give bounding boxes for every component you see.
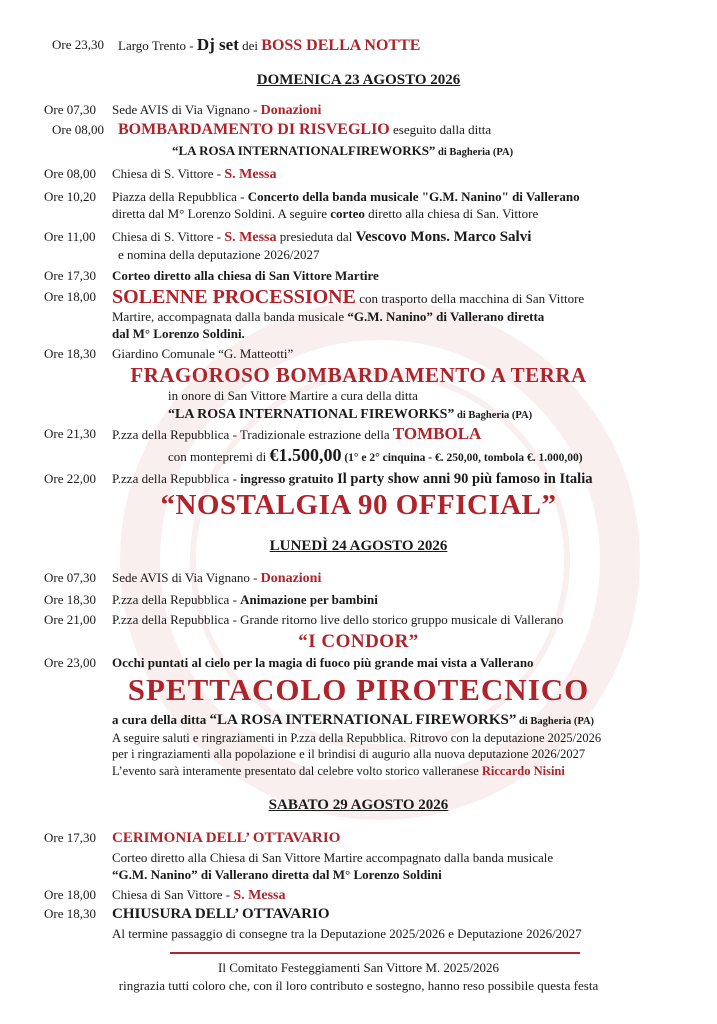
headline-nostalgia-90: “NOSTALGIA 90 OFFICIAL” [160,489,557,521]
headline-fragoroso-bombardamento: FRAGOROSO BOMBARDAMENTO A TERRA [130,363,587,387]
headline-i-condor: “I CONDOR” [298,631,419,652]
footer-thanks: ringrazia tutti coloro che, con il loro contributo e sostegno, hanno reso possibile questa festa [118,978,599,993]
footer-committee: Il Comitato Festeggiamenti San Vittore M. 2025/2026 [218,960,499,975]
day-heading-sunday: DOMENICA 23 AGOSTO 2026 [256,72,461,88]
day-heading-monday: LUNEDÌ 24 AGOSTO 2026 [269,538,448,554]
day-heading-saturday: SABATO 29 AGOSTO 2026 [268,797,449,813]
headline-spettacolo-pirotecnico: SPETTACOLO PIROTECNICO [127,672,590,707]
footer-divider [170,952,580,954]
